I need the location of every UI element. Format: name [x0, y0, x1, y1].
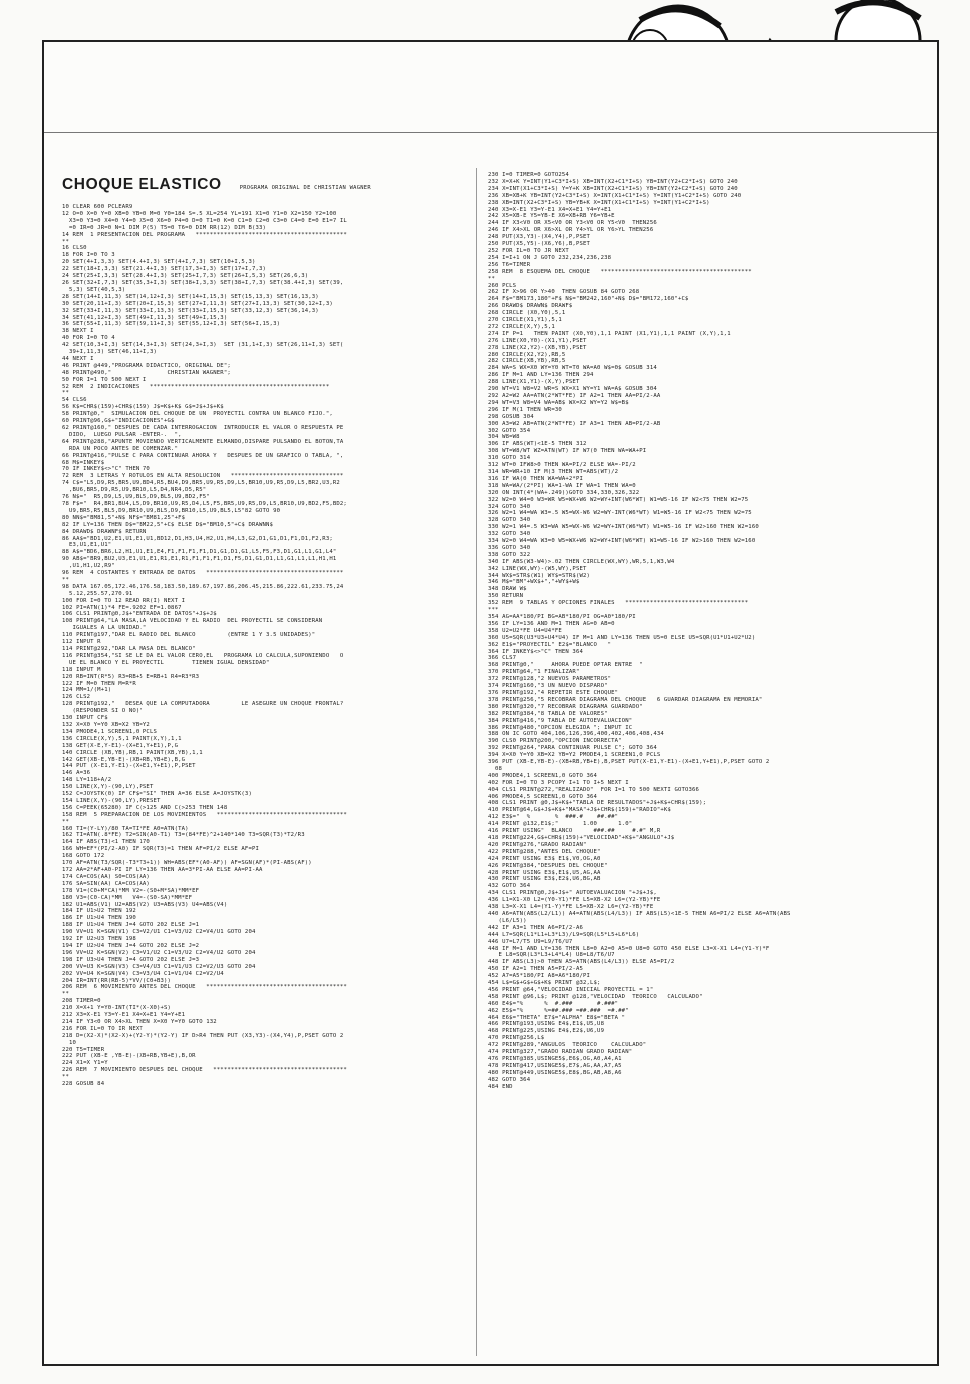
- code-line: RDA UN POCO ANTES DE COMENZAR.": [62, 445, 179, 452]
- code-line: 12 O=0 X=0 Y=0 XB=0 YB=0 M=0 Y0=184 S=.5 XL=254 YL=191 X1=0 Y1=0 X2=150 Y2=100: [62, 210, 337, 217]
- code-line: =0 IR=0 JR=0 N=1 DIM P(5) T5=0 T6=0 DIM RR(12) DIM B(33): [62, 224, 267, 231]
- code-line: 246 IF X4>XL OR X6>XL OR Y4>YL OR Y6>YL THEN256: [488, 227, 654, 234]
- code-line: 352 REM 9 TABLAS Y OPCIONES FINALES ***********************************: [488, 600, 749, 607]
- code-line: 292 A2=W2 AA=ATN(2*WT*FE) IF A2=1 THEN AA=PI/2-AA: [488, 393, 661, 399]
- code-line: 90 AB$="BR9,BU2,U3,E1,U1,E1,R1,E1,R1,F1,F1,F1,D1,F5,D1,G1,D1,L1,G1,L1,L1,H1,H1: [62, 556, 337, 563]
- code-line: 470 PRINT@256,L$: [488, 1035, 545, 1042]
- code-line: 426 PRINT@384,"DESPUES DEL CHOQUE": [488, 862, 608, 869]
- code-line: **: [62, 390, 70, 397]
- code-line: IGUALES A LA UNIDAD.": [62, 625, 147, 632]
- code-line: **: [62, 238, 70, 245]
- code-line: 88 A$="BD6,BR6,L2,H1,U1,E1,E4,F1,F1,F1,F1,D1,G1,D1,G1,L5,F5,F3,D1,G1,L1,G1,L4": [62, 549, 337, 556]
- code-line: 220 T5=TIMER: [62, 1046, 105, 1053]
- code-line: 154 LINE(X,Y)-(90,LY),PRESET: [62, 797, 161, 804]
- code-line: 64 PRINT@288,"APUNTE MOVIENDO VERTICALMENTE ELMANDO,DISPARE PULSANDO EL BOTON,TA: [62, 438, 344, 445]
- code-line: 200 VV=U3 K=SGN(V3) C3=V4/U3 C1=V1/U3 C2=V2/U3 GOTO 204: [62, 963, 256, 970]
- code-line: 354 AG=AA*180/PI BG=AB*180/PI OG=A0*180/PI: [488, 614, 636, 620]
- code-line: 192 IF U2>U3 THEN 198: [62, 936, 136, 943]
- code-line: 114 PRINT@292,"DAR LA MASA DEL BLANCO": [62, 646, 196, 652]
- code-line: 232 X=X+K Y=INT(Y1+C3*I+S) XB=INT(X2+C1*I+S) YB=INT(Y2+C2*I+S) GOTO 240: [488, 178, 738, 185]
- code-line: 26 SET(32+I,7,3) SET(35,3+I,3) SET(38+I,3,3) SET(38+I,7,3) SET(38.4+I,3) SET(39,: [62, 279, 344, 286]
- code-line: 446 U7=L7/T5 U9=L9/T6/U7: [488, 938, 573, 945]
- code-line: 142 GET(XB-E,YB-E)-(XB+RB,YB+E),B,G: [62, 756, 186, 763]
- code-line: 270 CIRCLE(X1,Y1),5,1: [488, 317, 562, 324]
- code-line: 462 E5$="% %=##.### =##.### =#.##": [488, 1007, 629, 1014]
- code-line: 128 PRINT@192," DESEA QUE LA COMPUTADORA LE ASEGURE UN CHOQUE FRONTAL?: [62, 701, 344, 708]
- code-line: 384 PRINT@416,"9 TABLA DE AUTOEVALUACION": [488, 717, 633, 724]
- listing-title: CHOQUE ELASTICO: [62, 176, 222, 193]
- code-line: 20 SET(4+I,3,3) SET(4.4+I,3) SET(4+I,7,3) SET(10+I,5,3): [62, 259, 256, 266]
- code-line: 28 SET(14+I,11,3) SET(14,12+I,3) SET(14+I,15,3) SET(15,13,3) SET(16,13,3): [62, 293, 319, 300]
- code-line: 308 WT=W8/WT WZ=ATN(WT) IF W7(0 THEN WA=WA+PI: [488, 448, 647, 455]
- code-line: 374 PRINT@160,"3 UN NUEVO DISPARO": [488, 683, 608, 690]
- code-line: 482 GOTO 364: [488, 1076, 531, 1083]
- code-line: 440 A6=ATN(ABS(L2/L1)) A4=ATN(ABS(L4/L3)) IF ABS(L5)<1E-5 THEN A6=PI/2 ELSE A6=ATN(ABS: [488, 910, 791, 917]
- code-line: 288 LINE(X1,Y1)-(X,Y),PSET: [488, 379, 580, 386]
- code-line: 340 IF ABS(W3-W4)>.02 THEN CIRCLE(WX,WY),WR,5,1,W3,W4: [488, 558, 675, 565]
- code-line: 168 GOTO 172: [62, 853, 105, 860]
- code-line: 66 PRINT@416,"PULSE C PARA CONTINUAR AHORA Y DESPUES DE UN GRAFICO O TABLA, ",: [62, 452, 344, 459]
- code-line: 222 PUT (XB-E ,YB-E)-(XB+RB,YB+E),B,OR: [62, 1053, 196, 1060]
- code-line: 110 PRINT@197,"DAR EL RADIO DEL BLANCO (ENTRE 1 Y 3.5 UNIDADES)": [62, 632, 316, 639]
- code-line: 62 PRINT@160," DESPUES DE CADA INTERROGACION INTRODUCIR EL VALOR O RESPUESTA PE: [62, 425, 344, 431]
- code-line: 264 F$="BM173,180"+F$ N$="BM242,160"+N$ D$="BM172,160"+C$: [488, 296, 689, 303]
- code-line: 376 PRINT@192,"4 REPETIR ESTE CHOQUE": [488, 689, 619, 696]
- code-line: 182 U1=ABS(V1) U2=ABS(V2) U3=ABS(V3) U4=ABS(V4): [62, 901, 228, 908]
- code-line: 260 PCLS: [488, 282, 517, 289]
- code-line: ***: [488, 607, 499, 614]
- code-line: 456 PRINT @64,"VELOCIDAD INICIAL PROYECTIL = 1": [488, 986, 654, 993]
- code-line: 138 GET(X-E,Y-E1)-(X+E1,Y+E1),P,G: [62, 742, 179, 749]
- code-line: 54 CLS6: [62, 397, 87, 404]
- code-line: 72 REM 3 LETRAS Y ROTULOS EN ALTA RESOLUCION ********************************: [62, 473, 344, 480]
- code-line: 174 CA=COS(AA) S0=COS(AA): [62, 873, 150, 880]
- code-line: 190 VV=U1 K=SGN(V1) C3=V2/U1 C1=V3/U2 C2=V4/U1 GOTO 204: [62, 929, 256, 936]
- code-line: 42 SET(10,3+I,3) SET(14,3+I,3) SET(24,3+I,3) SET (31,1+I,3) SET(26,11+I,3) SET(: [62, 342, 344, 349]
- code-line: 34 SET(41,12+I,3) SET(49+I,11,3) SET(49+I,15,3): [62, 314, 228, 321]
- code-line: (L6/L5)): [488, 917, 527, 924]
- code-line: 396 PUT (XB-E,YB-E)-(XB+RB,YB+E),B,PSET PUT(X-E1,Y-E1)-(X+E1,Y+E1),P,PSET GOTO 2: [488, 759, 770, 766]
- code-line: 16 CLS0: [62, 245, 87, 252]
- code-line: 244 IF X3<V0 OR X5<V0 OR Y3<V0 OR Y5<V0 THEN256: [488, 220, 657, 227]
- code-line: 328 GOTO 340: [488, 517, 531, 524]
- code-line: 280 CIRCLE(X2,Y2),RB,5: [488, 351, 566, 358]
- code-line: 186 IF U1>U4 THEN 190: [62, 915, 136, 922]
- code-line: 160 TI=(Y-LY)/80 TA=TI*FE A0=ATN(TA): [62, 825, 189, 832]
- code-line: 70 IF INKEY$<>"C" THEN 70: [62, 466, 150, 473]
- code-line: 32 SET(33+I,11,3) SET(33+I,13,3) SET(33+I,15,3) SET(33,12,3) SET(36,14,3): [62, 307, 319, 314]
- code-line: 382 PRINT@384,"8 TABLA DE VALORES": [488, 710, 608, 717]
- code-line: 152 C=JOYSTK(0) IF CF$="SI" THEN A=36 ELSE A=JOYSTK(3): [62, 791, 252, 798]
- code-line: 466 PRINT@193,USING E4$,E1$,U5,U8: [488, 1021, 605, 1028]
- code-line: 346 M$="BM"+WX$+","+WY$+W$: [488, 579, 580, 586]
- code-line: 78 F$=" R4,BR1,BU4,L5,D9,BR10,U9,R5,D4,L5,F5,BR5,U9,R5,D9,L5,BR10,U9,BD2,F5,BD2;: [62, 500, 347, 507]
- code-line: 410 PRINT@64,G$+J$+K$+"MASA"+J$+CHR$(159)+"RADIO"+K$: [488, 807, 671, 814]
- code-line: **: [62, 991, 70, 998]
- code-line: 448 IF M=1 AND LY=136 THEN L8=0 A2=0 A5=0 U8=0 GOTO 450 ELSE L3=X-X1 L4=(Y1-Y)*F: [488, 945, 770, 952]
- code-line: 156 C=PEEK(65280) IF C(>125 AND C(>253 THEN 148: [62, 804, 228, 811]
- code-line: 338 GOTO 322: [488, 551, 531, 558]
- code-line: 24 SET(25+I,3,3) SET(28.4+I,3) SET(25+I,7,3) SET(26+I,5,3) SET(26,6,3): [62, 273, 309, 280]
- code-line: 282 CIRCLE(XB,YB),RB,5: [488, 358, 566, 365]
- code-line: 272 CIRCLE(X,Y),5,1: [488, 323, 555, 330]
- code-line: 46 PRINT @449,"PROGRAMA DIDACTICO, ORIGINAL DE";: [62, 362, 231, 369]
- code-line: 380 PRINT@320,"7 RECOBRAR DIAGRAMA GUARDADO": [488, 703, 643, 710]
- code-line: 216 FOR IL=0 TO IR NEXT: [62, 1025, 143, 1032]
- code-line: 390 CLS0 PRINT@200,"OPCION INCORRECTA": [488, 738, 622, 745]
- code-line: 146 A=36: [62, 770, 91, 777]
- code-line: 86 AA$="BD1,U2,E1,U1,E1,U1,BD12,D1,H3,U4,H2,U1,H4,L3,G2,D1,G1,D1,F1,D1,F2,R3;: [62, 535, 333, 542]
- code-line: 80 NN$="BM81,5"+N$ NF$="BM81,25"+F$: [62, 514, 186, 521]
- code-line: 194 IF U2>U4 THEN J=4 GOTO 202 ELSE J=2: [62, 942, 200, 949]
- code-line: 356 IF LY=136 AND M=1 THEN AG=0 AB=0: [488, 620, 615, 627]
- code-line: 464 E6$="THETA" E7$="ALPHA" E8$="BETA ": [488, 1014, 626, 1021]
- code-line: 324 GOTO 340: [488, 503, 531, 510]
- code-line: 300 A3=W2 AB=ATN(2*WT*FE) IF A3=1 THEN AB=PI/2-AB: [488, 420, 661, 427]
- code-line: 122 IF M=0 THEN M=R*R: [62, 680, 136, 687]
- code-line: 162 TI=ATN(.8*FE) T2=SIN(A0-T1) T3=(84*FE)^2+140*140 T3=SQR(T3)*T2/R3: [62, 832, 305, 839]
- code-line: 326 W2=1 W4=WA W3=.5 W5=WX-W6 W2=WY-INT(W6*WT) W1=W5-16 IF W2<75 THEN W2=75: [488, 510, 752, 517]
- code-line: 40 FOR I=0 TO 4: [62, 335, 115, 342]
- code-line: 408 CLS1 PRINT @0,J$+K$+"TABLA DE RESULTADOS"+J$+K$+CHR$(159);: [488, 800, 707, 807]
- code-line: 252 FOR IL=0 TO JR NEXT: [488, 247, 569, 254]
- code-line: ,U1,H1,U2,R9": [62, 563, 115, 570]
- code-line: 56 K$=CHR$(159)+CHR$(159) J$=K$+K$ G$=J$+J$+K$: [62, 404, 224, 411]
- code-line: 76 N$=" R5,D9,L5,U9,BL5,D9,BL5,U9,BD2,F5": [62, 494, 210, 501]
- code-line: 148 LY=118+A/2: [62, 777, 112, 784]
- code-line: 310 GOTO 314: [488, 455, 531, 462]
- code-line: 50 FOR I=1 TO 500 NEXT I: [62, 376, 147, 383]
- code-line: 178 V1=(C0+M*CA)*MM V2=-(S0+M*SA)*MM*EF: [62, 887, 200, 894]
- code-line: 208 TIMER=0: [62, 998, 101, 1005]
- code-line: 240 X3=X-E1 Y3=Y-E1 X4=X+E1 Y4=Y+E1: [488, 206, 612, 213]
- code-line: 102 PI=ATN(1)*4 FE=.9202 EF=1.0867: [62, 604, 182, 611]
- code-line: 388 ON IC GOTO 404,106,126,396,400,402,406,408,434: [488, 731, 664, 738]
- code-line: 404 CLS1 PRINT@272,"REALIZADO" FOR I=1 TO 500 NEXTI GOTO366: [488, 786, 700, 793]
- code-line: 422 PRINT@288,"ANTES DEL CHOQUE": [488, 848, 601, 855]
- code-line: 228 GOSUB 84: [62, 1081, 105, 1088]
- code-line: 180 V3=(C0-CA)*MM V4=-(S0-SA)*MM*EF: [62, 894, 193, 901]
- column-divider: [476, 168, 477, 1356]
- code-line: UE EL BLANCO Y EL PROYECTIL TIENEN IGUAL DENSIDAD": [62, 659, 270, 666]
- code-line: E3,U1,E1,U1": [62, 542, 112, 549]
- code-line: 124 MM=1/(M+1): [62, 687, 112, 694]
- code-line: 256 T6=TIMER: [488, 261, 531, 268]
- code-line: 284 WA=S WX=X0 WY=Y0 WT=T0 WA=A0 W$=0$ GOSUB 314: [488, 365, 657, 372]
- code-line: 238 XB=INT(X2+C3*I+S) YB=YB+K X=INT(X1+C1*I+S) Y=INT(Y1+C2*I+S): [488, 199, 710, 206]
- code-line: (RESPONDER SI O NO)": [62, 708, 143, 715]
- code-line: 39+I,11,3) SET(46,11+I,3): [62, 349, 157, 356]
- code-line: 126 CLS2: [62, 694, 91, 701]
- code-line: 250 PUT(X5,Y5)-(X6,Y6),B,PSET: [488, 241, 591, 248]
- code-line: 236 XB=XB+K YB=INT(Y2+C3*I+S) X=INT(X1+C1*I+S) Y=INT(Y1+C2*I+S) GOTO 240: [488, 192, 742, 199]
- code-line: 320 ON INT(4*(WA+.249))GOTO 334,330,326,322: [488, 489, 640, 496]
- code-line: 14 REM 1 PRESENTACION DEL PROGRAMA *******************************************: [62, 231, 347, 238]
- code-line: 84 DRAWD$ DRAWNF$ RETURN: [62, 528, 147, 535]
- code-line: X3=0 Y3=0 X4=0 Y4=0 X5=0 X6=0 P4=0 D=0 T1=0 K=0 C1=0 C2=0 C3=0 C4=0 E=0 E1=7 IL: [62, 217, 347, 224]
- code-line: 468 PRINT@225,USING E4$,E2$,U6,U9: [488, 1028, 605, 1035]
- code-line: 424 PRINT USING E3$ E1$,V0,OG,A0: [488, 855, 601, 862]
- code-line: 306 IF ABS(WT)<1E-5 THEN 312: [488, 441, 587, 448]
- code-line: 98 DATA 167.05,172.46,176.58,183.50,189.67,197.86,206.45,215.86,222.61,233.75,24: [62, 583, 344, 590]
- code-line: 176 SA=SIN(AA) CA=COS(AA): [62, 880, 150, 887]
- code-line: 454 L$=G$+G$+G$+K$ PRINT @32,L$;: [488, 980, 601, 987]
- code-line: 434 CLS1 PRINT@0,J$+J$+" AUTOEVALUACION "+J$+J$,: [488, 890, 657, 897]
- code-line: 350 RETURN: [488, 593, 524, 600]
- code-line: 344 WX$=STR$(W1) WY$=STR$(W2): [488, 572, 591, 579]
- code-line: 402 FOR I=0 TO 3 PCOPY I+1 TO I+5 NEXT I: [488, 779, 629, 786]
- code-line: 450 IF A2=1 THEN A5=PI/2-A5: [488, 966, 583, 973]
- code-line: 266 DRAWD$ DRAWN$ DRAWF$: [488, 303, 573, 310]
- listing-header: [62, 176, 472, 198]
- code-line: 314 WR=WR+10 IF M(3 THEN WT=ABS(WT)/2: [488, 468, 619, 475]
- code-line: 224 X1=X Y1=Y: [62, 1060, 108, 1067]
- code-line: 364 IF INKEY$<>"C" THEN 364: [488, 648, 583, 655]
- code-line: 342 LINE(WX,WY)-(W5,WY),PSET: [488, 565, 587, 572]
- code-line: 134 PMODE4,1 SCREEN1,0 PCLS: [62, 728, 157, 735]
- code-line: 392 PRINT@264,"PARA CONTINUAR PULSE C"; GOTO 364: [488, 745, 657, 752]
- code-line: 278 LINE(X2,Y2)-(XB,YB),PSET: [488, 344, 587, 351]
- code-line: 318 WA=WA/(2*PI) WA=1-WA IF WA=1 THEN WA=0: [488, 482, 636, 489]
- code-line: 218 D=(X2-X)*(X2-X)+(Y2-Y)*(Y2-Y) IF D>R4 THEN PUT (X3,Y3)-(X4,Y4),P,PSET GOTO 2: [62, 1032, 344, 1039]
- code-line: 108 PRINT@64,"LA MASA,LA VELOCIDAD Y EL RADIO DEL PROYECTIL SE CONSIDERAN: [62, 618, 323, 625]
- code-line: 334 W2=0 W4=WA W3=0 W5=WX+W6 W2=WY+INT(W6*WT) W1=W5-16 IF W2>160 THEN W2=160: [488, 538, 756, 545]
- code-line: 166 WH=EF*(PI/2-A0) IF SQR(T3)=1 THEN AF=PI/2 ELSE AF=PI: [62, 846, 259, 853]
- code-line: 204 IR=INT(RR(RB-5)*VV/(C0+B3)): [62, 977, 172, 984]
- code-line: 378 PRINT@256,"5 RECOBRAR DIAGRAMA DEL CHOQUE 6 GUARDAR DIAGRAMA EN MEMORIA": [488, 696, 763, 703]
- code-line: 444 L7=SQR(L1*L1+L3*L3)/L9=SQR(L5*L5+L6*L6): [488, 931, 640, 938]
- code-line: 230 I=0 TIMER=0 GOTO254: [488, 172, 569, 178]
- code-line: 436 L1=X1-X0 L2=(Y0-Y1)*FE L5=XB-X2 L6=(Y2-YB)*FE: [488, 897, 661, 904]
- code-line: 480 PRINT@449,USINGE5$,E8$,BG,AB,A8,A6: [488, 1069, 622, 1076]
- code-line: 184 IF U1>U2 THEN 192: [62, 908, 136, 915]
- code-line: 96 REM 4 COSTANTES Y ENTRADA DE DATOS ***************************************: [62, 570, 344, 577]
- code-line: 188 IF U1>U4 THEN J=4 GOTO 202 ELSE J=1: [62, 922, 200, 929]
- code-line: 296 IF M(1 THEN WR=30: [488, 406, 562, 413]
- code-line: 362 E1$="PROYECTIL" E2$="BLANCO ": [488, 641, 612, 648]
- code-line: 400 PMODE4,1 SCREEN1,0 GOTO 364: [488, 772, 598, 779]
- code-line: 106 CLS1 PRINT@0,J$+"ENTRADA DE DATOS"+J$+J$: [62, 611, 217, 618]
- code-line: 226 REM 7 MOVIMIENTO DESPUES DEL CHOQUE **************************************: [62, 1067, 347, 1074]
- code-line: 82 IF LY=136 THEN D$="BM22,5"+C$ ELSE D$="BM10,5"+C$ DRAWNN$: [62, 521, 274, 528]
- code-line: 268 CIRCLE (X0,Y0),5,1: [488, 310, 566, 317]
- code-line: 370 PRINT@64,"1 FINALIZAR": [488, 669, 580, 676]
- code-line: 290 WT=V1 W8=V2 WR=S WX=X1 WY=Y1 WA=A$ GOSUB 304: [488, 386, 657, 393]
- code-line: 120 RB=INT(R*5) R3=RB+5 E=RB+1 R4=R3*R3: [62, 673, 200, 680]
- code-line: 258 REM 8 ESQUEMA DEL CHOQUE *******************************************: [488, 268, 752, 275]
- code-line: 196 VV=U2 K=SGN(V2) C3=V1/U2 C1=V3/U2 C2=V4/U2 GOTO 204: [62, 949, 256, 956]
- code-line: 428 PRINT USING E3$,E1$,U5,AG,AA: [488, 869, 601, 876]
- code-line: 406 PMODE4,5 SCREEN1,0 GOTO 364: [488, 793, 598, 800]
- code-line: 330 W2=1 W4=.5 W3=WA W5=WX-W6 W2=WY+INT(W6*WT) W1=W5-16 IF W2>160 THEN W2=160: [488, 524, 759, 531]
- code-line: 298 GOSUB 304: [488, 413, 534, 420]
- code-line: 322 W2=0 W4=0 W3=WR W5=WX+W6 W2=WY+INT(W6*WT) W1=W5-16 IF W2<75 THEN W2=75: [488, 496, 749, 503]
- code-line: 476 PRINT@385,USINGE5$,E6$,OG,A0,A4,A1: [488, 1056, 622, 1062]
- code-line: 08: [488, 765, 503, 772]
- code-line: 248 PUT(X3,Y3)-(X4,Y4),P,PSET: [488, 234, 591, 241]
- code-line: 430 PRINT USING E3$,E2$,U6,BG,AB: [488, 876, 601, 883]
- code-line: 206 REM 6 MOVIMIENTO ANTES DEL CHOQUE ****************************************: [62, 984, 347, 991]
- code-line: U9,BR5,R5,BL5,D9,BR10,U9,BL5,D9,BR10,L5,U9,BL5,L5"82 GOTO 90: [62, 507, 281, 514]
- code-line: 100 FOR I=0 TO 12 READ RR(I) NEXT I: [62, 597, 186, 604]
- code-line: 210 X=X+1 Y=Y0-INT(TI*(X-X0)+S): [62, 1005, 172, 1012]
- code-line: 452 A7=A5*180/PI A8=A6*180/PI: [488, 973, 591, 980]
- code-line: 458 PRINT @96,L$; PRINT @128,"VELOCIDAD TEORICO CALCULADO": [488, 993, 703, 1000]
- code-line: 438 L3=X-X1 L4=(Y1-Y)*FE L5=XB-X2 L6=(Y2-YB)*FE: [488, 904, 654, 911]
- code-line: 36 SET(55+I,11,3) SET(59,11+I,3) SET(55,12+I,3) SET(56+I,15,3): [62, 321, 281, 328]
- code-line: **: [62, 1074, 70, 1081]
- code-line: 242 X5=XB-E Y5=YB-E X6=XB+RB Y6=YB+E: [488, 213, 615, 220]
- code-line: ,BU6,BR5,D9,R5,U9,BR10,L5,D4,NR4,D5,R5": [62, 487, 207, 494]
- code-line: 294 WT=V3 W8=V4 WA=AB$ WX=X2 WY=Y2 W$=B$: [488, 399, 629, 406]
- code-line: 442 IF A3=1 THEN A6=PI/2-A6: [488, 924, 583, 931]
- code-line: 116 PRINT@354,"SI SE LE DA EL VALOR CERO,EL PROGRAMA LO CALCULA,SUPONIENDO O: [62, 652, 344, 659]
- code-line: 472 PRINT@289,"ANGULOS TEORICO CALCULADO": [488, 1042, 647, 1049]
- code-line: 112 INPUT R: [62, 639, 101, 646]
- code-line: 478 PRINT@417,USINGE5$,E7$,AG,AA,A7,A5: [488, 1062, 622, 1069]
- code-line: 312 WT=0 IFW8>0 THEN WA=PI/2 ELSE WA=-PI/2: [488, 462, 636, 469]
- code-line: DIDO, LUEGO PULSAR -ENTER-. ",: [62, 431, 182, 438]
- code-line: 484 END: [488, 1083, 513, 1090]
- code-line: 360 U5=SQR(U3*U3+U4*U4) IF M=1 AND LY=136 THEN U5=0 ELSE U5=SQR(U1*U1+U2*U2): [488, 634, 756, 641]
- code-line: 22 SET(18+I,3,3) SET(21.4+I,3) SET(17,3+I,3) SET(17+I,7,3): [62, 266, 267, 273]
- code-line: 136 CIRCLE(X,Y),5,1 PAINT(X,Y),1,1: [62, 735, 182, 742]
- code-line: 58 PRINT@0," SIMULACION DEL CHOQUE DE UN PROYECTIL CONTRA UN BLANCO FIJO.",: [62, 411, 333, 418]
- code-line: 286 IF M=1 AND LY=136 THEN 294: [488, 372, 594, 379]
- code-line: 118 INPUT M: [62, 666, 101, 673]
- code-line: 158 REM 5 PREPARACION DE LOS MOVIMIENTOS *************************************: [62, 811, 347, 818]
- code-line: 302 GOTO 354: [488, 427, 531, 434]
- code-line: 38 NEXT I: [62, 328, 94, 335]
- code-line: **: [62, 818, 70, 825]
- listing-left-column: [62, 204, 472, 1354]
- code-line: 48 PRINT@490," CHRISTIAN WAGNER";: [62, 369, 231, 376]
- code-line: 432 GOTO 364: [488, 883, 531, 890]
- code-line: 336 GOTO 340: [488, 544, 531, 551]
- code-line: 394 X=X0 Y=Y0 XB=X2 YB=Y2 PMODE4,1 SCREEN1,0 PCLS: [488, 752, 661, 759]
- code-line: 132 X=X0 Y=Y0 XB=X2 YB=Y2: [62, 721, 150, 728]
- code-line: 358 U2=U2*FE U4=U4*FE: [488, 627, 562, 634]
- code-line: **: [488, 275, 496, 282]
- code-line: 44 NEXT I: [62, 355, 94, 362]
- code-line: 460 E4$="% % #.### #.###": [488, 1000, 619, 1007]
- listing-subtitle: PROGRAMA ORIGINAL DE CHRISTIAN WAGNER: [239, 185, 371, 191]
- code-line: 420 PRINT@276,"GRADO RADIAN": [488, 841, 587, 848]
- code-line: 276 LINE(X0,Y0)-(X1,Y1),PSET: [488, 337, 587, 344]
- code-line: 332 GOTO 340: [488, 531, 531, 538]
- code-line: 348 DRAW W$: [488, 586, 527, 593]
- code-line: 366 CLS7: [488, 655, 517, 662]
- code-line: 130 INPUT CF$: [62, 715, 108, 722]
- code-line: 5.12,255.57,270.91: [62, 590, 133, 597]
- code-line: 18 FOR I=0 TO 3: [62, 252, 115, 259]
- code-line: 304 W8=W8: [488, 434, 520, 441]
- code-line: 316 IF WA(0 THEN WA=WA+2*PI: [488, 475, 583, 482]
- code-line: 418 PRINT@224,G$+CHR$(159)+"VELOCIDAD"+K$+"ANGULO"+J$: [488, 835, 675, 841]
- code-line: 172 AA=2*AF+A0-PI IF LY=136 THEN AA=3*PI-AA ELSE AA=PI-AA: [62, 867, 263, 873]
- code-line: 214 IF Y3<0 OR X4>XL THEN X=X0 Y=Y0 GOTO 132: [62, 1018, 217, 1025]
- code-line: **: [62, 576, 70, 583]
- header-rule: [44, 132, 937, 133]
- code-line: 10 CLEAR 600 PCLEAR9: [62, 204, 133, 210]
- code-line: 274 IF P=1 THEN PAINT (X0,Y0),1,1 PAINT (X1,Y1),1,1 PAINT (X,Y),1,1: [488, 330, 731, 337]
- code-line: 416 PRINT USING" BLANCO ###.## #.#" M,R: [488, 828, 661, 835]
- code-line: 368 PRINT@0," AHORA PUEDE OPTAR ENTRE ": [488, 662, 643, 669]
- code-line: 474 PRINT@327,"GRADO RADIAN GRADO RADIAN": [488, 1049, 633, 1056]
- code-line: 386 PRINT@480,"OPCION ELEGIDA "; INPUT IC: [488, 724, 633, 731]
- code-line: 170 AF=ATN(T3/SQR(-T3*T3+1)) WH=ABS(EF*(A0-AF)) AF=SGN(AF)*(PI-ABS(AF)): [62, 860, 312, 867]
- code-line: 412 E3$=" % % ###.# ##.##": [488, 814, 619, 821]
- code-line: 68 M$=INKEY$: [62, 459, 105, 466]
- code-line: E L8=SQR(L3*L3+L4*L4) U8=L8/T6/U7: [488, 952, 615, 959]
- code-line: 60 PRINT@96,G$+"INDICACIONES"+G$: [62, 418, 175, 425]
- code-line: 164 IF ABS(T3)<1 THEN 170: [62, 839, 150, 846]
- code-line: 234 X=INT(X1+C3*I+S) Y=Y+K XB=INT(X2+C1*I+S) YB=INT(Y2+C2*I+S) GOTO 240: [488, 185, 738, 192]
- code-line: 254 I=I+1 ON J GOTO 232,234,236,238: [488, 254, 612, 261]
- code-line: 414 PRINT @132,E1$;" 1.00 1.0": [488, 821, 633, 828]
- code-line: 140 CIRCLE (XB,YB),RB,1 PAINT(XB,YB),1,1: [62, 749, 203, 756]
- code-line: 144 PUT (X-E1,Y-E1)-(X+E1,Y+E1),P,PSET: [62, 763, 196, 770]
- code-line: 448 IF ABS(L3)>0 THEN A5=ATN(ABS(L4/L3)) ELSE A5=PI/2: [488, 959, 675, 966]
- code-line: 198 IF U3>U4 THEN J=4 GOTO 202 ELSE J=3: [62, 956, 200, 963]
- code-line: 5,3) SET(40,5,3): [62, 286, 126, 293]
- code-line: 30 SET(20,11+I,3) SET(20+I,15,3) SET(27+I,11,3) SET(27+I,13,3) SET(30,12+I,3): [62, 300, 333, 307]
- code-line: 150 LINE(X,Y)-(90,LY),PSET: [62, 784, 154, 791]
- code-line: 212 X3=X-E1 Y3=Y-E1 X4=X+E1 Y4=Y+E1: [62, 1012, 186, 1019]
- listing-right-column: [488, 172, 918, 1354]
- code-line: 10: [62, 1039, 77, 1046]
- code-line: 202 VV=U4 K=SGN(V4) C3=V3/U4 C1=V1/U4 C2=V2/U4: [62, 970, 224, 977]
- code-line: 262 IF X>96 OR Y>40 THEN GOSUB 84 GOTO 268: [488, 289, 640, 296]
- code-line: 52 REM 2 INDICACIONES ***************************************************: [62, 383, 330, 390]
- code-line: 74 C$="L5,D9,R5,BR5,U9,BD4,R5,BU4,D9,BR5,U9,R5,D9,L5,BR10,U9,R5,D9,L5,BR2,U3,R2: [62, 480, 340, 487]
- code-line: 372 PRINT@128,"2 NUEVOS PARAMETROS": [488, 676, 612, 683]
